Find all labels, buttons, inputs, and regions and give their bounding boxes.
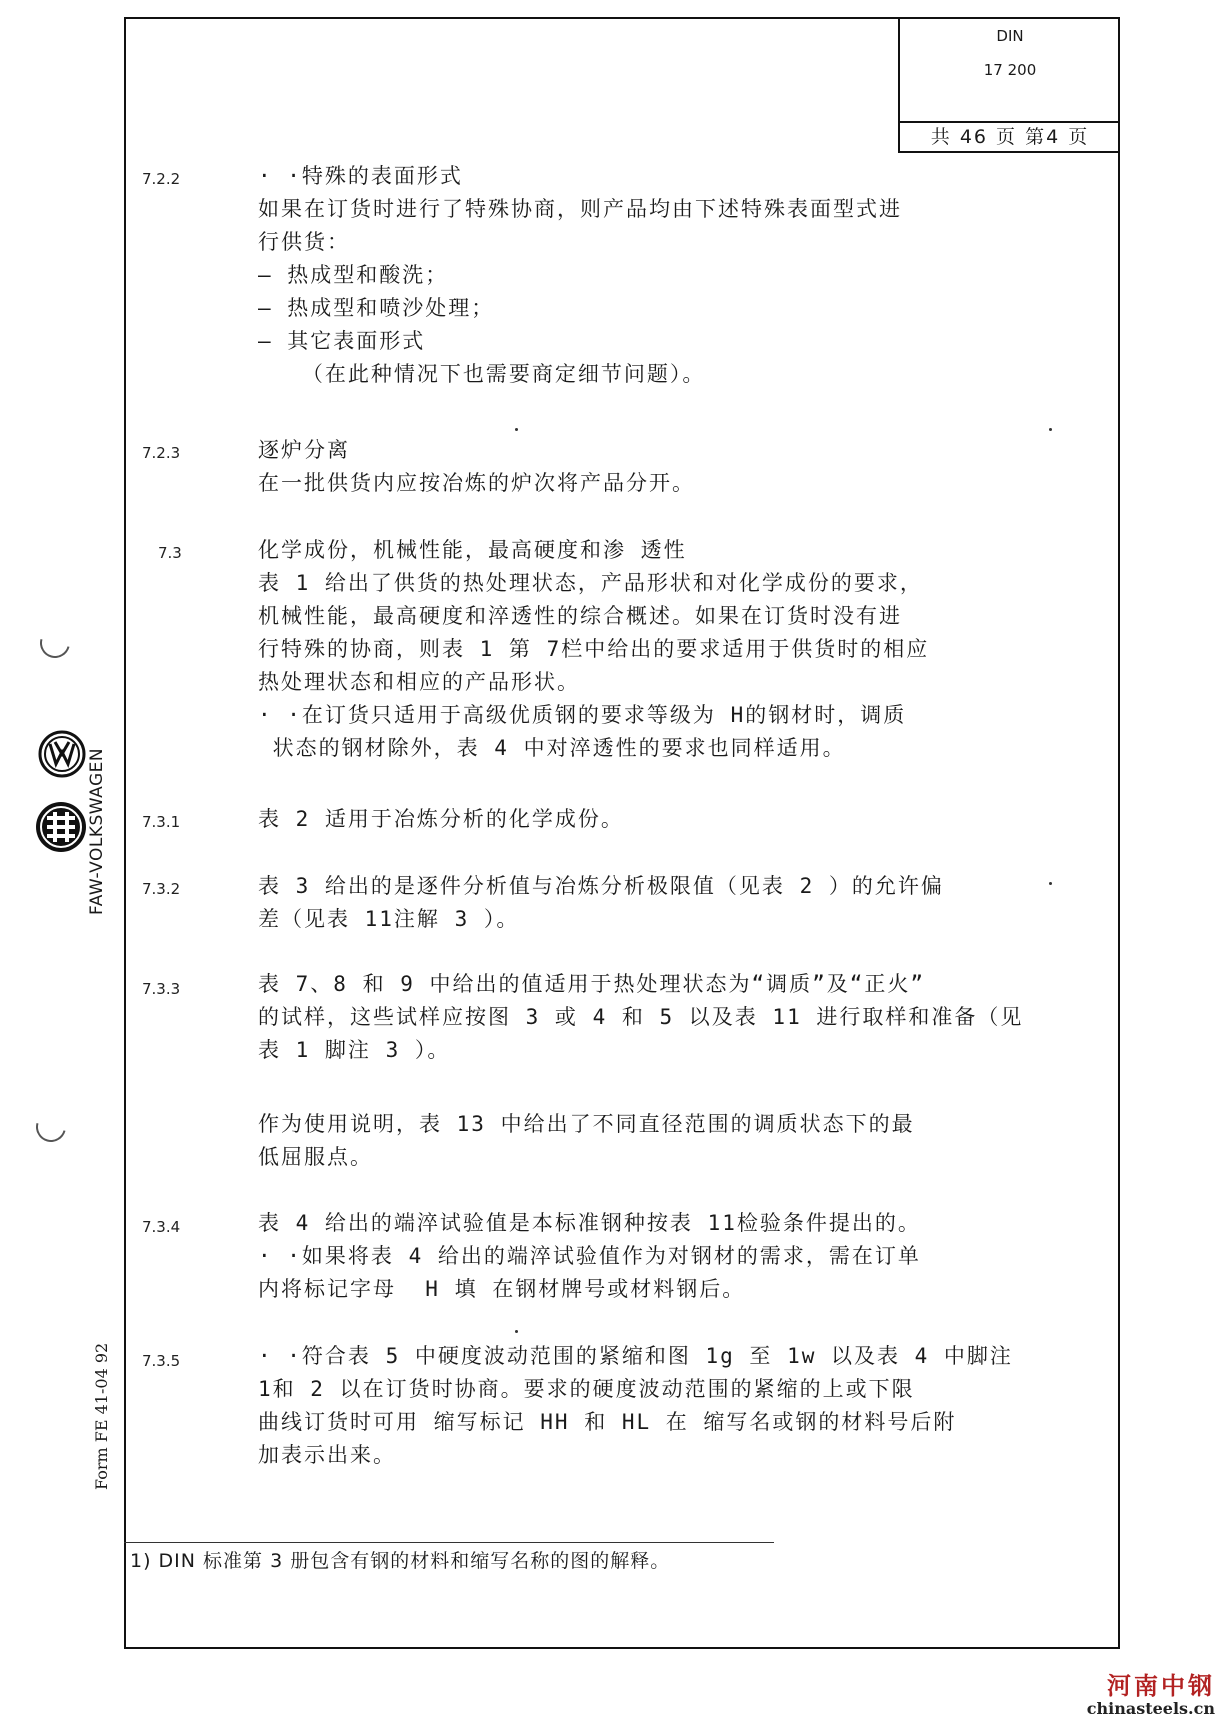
faw-logo xyxy=(34,800,88,854)
brand-name: FAW-VOLKSWAGEN xyxy=(87,747,107,915)
section-number: 7.3.2 xyxy=(142,880,181,898)
scan-speck xyxy=(1049,882,1052,885)
section-number: 7.3 xyxy=(158,544,182,562)
section-number: 7.3.4 xyxy=(142,1218,181,1236)
section-number: 7.2.3 xyxy=(142,444,181,462)
punch-hole-mark xyxy=(35,623,76,664)
form-number: Form FE 41-04 92 xyxy=(92,1342,111,1490)
punch-hole-mark xyxy=(31,1107,72,1148)
section-text: 表 3 给出的是逐件分析值与冶炼分析极限值（见表 2 ）的允许偏 差（见表 11注解 3 ）。 xyxy=(258,874,944,931)
watermark xyxy=(1087,1673,1215,1719)
section-number: 7.3.1 xyxy=(142,813,181,831)
section-text: 作为使用说明，表 13 中给出了不同直径范围的调质状态下的最 低屈服点。 xyxy=(258,1112,915,1169)
watermark-url: chinasteels.cn xyxy=(1086,1699,1215,1718)
section-number: 7.3.5 xyxy=(142,1352,181,1370)
scan-speck xyxy=(515,428,518,431)
vw-logo xyxy=(38,730,86,778)
section-text: · ·符合表 5 中硬度波动范围的紧缩和图 1g 至 1w 以及表 4 中脚注 1和 2 以在订货时协商。要求的硬度波动范围的紧缩的上或下限 曲线订货时可用 缩写标记 HH 和 HL 在 缩写名或钢的材料号后附 加表示出来。 xyxy=(258,1344,1013,1467)
scan-speck xyxy=(515,1330,518,1333)
section-number: 7.2.2 xyxy=(142,170,181,188)
section-text: 表 7、8 和 9 中给出的值适用于热处理状态为“调质”及“正火” 的试样，这些试样应按图 3 或 4 和 5 以及表 11 进行取样和准备（见 表 1 脚注 3 ）。 xyxy=(258,972,1024,1062)
footnote: 1) DIN 标准第 3 册包含有钢的材料和缩写名称的图的解释。 xyxy=(130,1550,671,1572)
section-text: 化学成份，机械性能，最高硬度和渗 透性 表 1 给出了供货的热处理状态，产品形状和对化学成份的要求， 机械性能，最高硬度和淬透性的综合概述。如果在订货时没有进 行特殊的协商，则表 1 第 7栏中给出的要求适用于供货时的相应 热处理状态和相应的产品形状。 · ·在订货只适用于高级优质钢的要求等级为 H的钢材时，调质 状态的钢材除外，表 4 中对淬透性的要求也同样适用。 xyxy=(258,538,930,760)
standard-name: DIN xyxy=(996,27,1024,45)
section-text: 表 4 给出的端淬试验值是本标准钢种按表 11检验条件提出的。 · ·如果将表 4 给出的端淬试验值作为对钢材的需求，需在订单 内将标记字母 H 填 在钢材牌号或材料钢后。 xyxy=(258,1211,921,1301)
standard-header-box xyxy=(898,17,1120,153)
section-number: 7.3.3 xyxy=(142,980,181,998)
section-text: 逐炉分离 在一批供货内应按冶炼的炉次将产品分开。 xyxy=(258,438,695,495)
section-text: · ·特殊的表面形式 如果在订货时进行了特殊协商，则产品均由下述特殊表面型式进 行供货： — 热成型和酸洗； — 热成型和喷沙处理； — 其它表面形式 （在此种情况下也需要商定细节问题）。 xyxy=(258,164,902,386)
watermark-name: 河南中钢 xyxy=(1107,1672,1215,1700)
standard-number: 17 200 xyxy=(983,61,1037,79)
scan-speck xyxy=(1049,428,1052,431)
footnote-rule xyxy=(124,1542,774,1543)
section-text: 表 2 适用于冶炼分析的化学成份。 xyxy=(258,807,624,831)
page-info: 共 46 页 第4 页 xyxy=(900,121,1120,151)
